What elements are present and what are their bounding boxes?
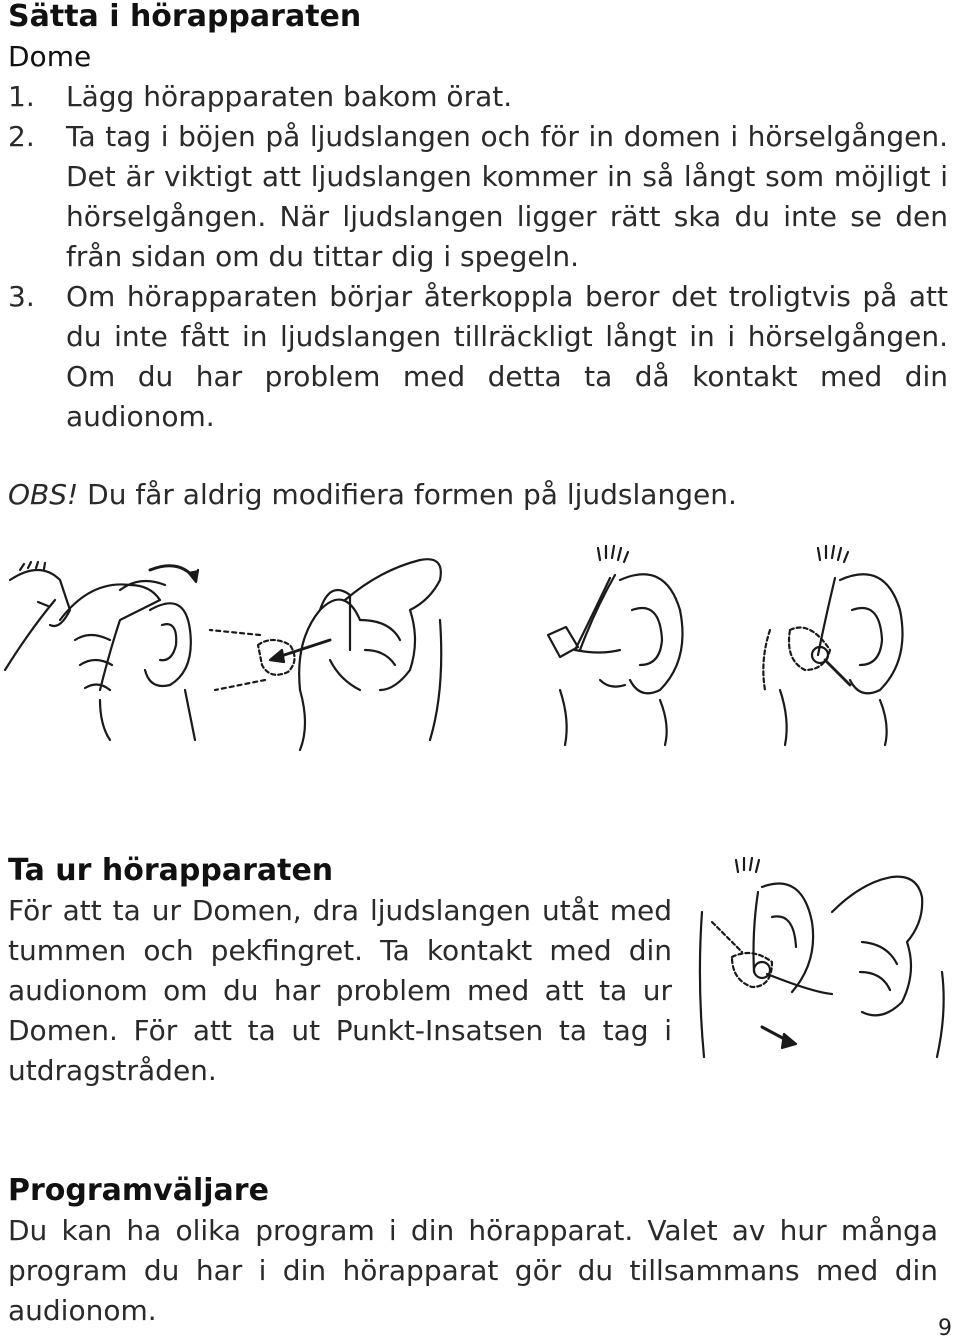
- insert-heading: Sätta i hörapparaten: [8, 0, 362, 34]
- arrow-icon: [188, 570, 198, 582]
- remove-section: [8, 851, 672, 1091]
- warning-text: Du får aldrig modifiera formen på ljudslangen.: [78, 478, 737, 511]
- warning-note: [8, 475, 948, 515]
- arrow-icon: [270, 650, 284, 662]
- dome-subheading: Dome: [8, 40, 92, 73]
- dome-icon: [548, 627, 578, 657]
- step-2: 2. Ta tag i böjen på ljudslangen och för in domen i hörselgången. Det är viktigt att ljudslangen kommer in så långt som möjligt i hörselgången. När ljudslangen ligger rätt ska du inte se den från sidan om du tittar dig i spegeln.: [8, 120, 948, 273]
- warning-label: OBS!: [8, 478, 79, 511]
- insert-section: [8, 0, 948, 515]
- illustration-remove-dome: [692, 852, 954, 1062]
- insertion-illustrations: [0, 540, 960, 760]
- illustration-dome-inserted: [763, 546, 902, 745]
- arrow-icon: [782, 1034, 796, 1048]
- illustration-ear-with-tube: [548, 546, 683, 745]
- program-selector-heading: Programväljare: [8, 1173, 269, 1208]
- remove-text: För att ta ur Domen, dra ljudslangen utåt med tummen och pekfingret. Ta kontakt med din audionom om du har problem med att ta ur Domen. För att ta ut Punkt-Insatsen ta tag i utdragstråden.: [8, 894, 672, 1087]
- page-number: 9: [938, 1316, 952, 1341]
- illustration-place-behind-ear: [5, 562, 198, 740]
- insert-steps: [8, 77, 948, 437]
- program-selector-text: Du kan ha olika program i din hörapparat. Valet av hur många program du har i din hörapparat gör du tillsammans med din audionom.: [8, 1214, 938, 1327]
- step-1: 1. Lägg hörapparaten bakom örat.: [8, 80, 513, 113]
- remove-heading: Ta ur hörapparaten: [8, 853, 334, 888]
- program-selector-section: [8, 1171, 938, 1331]
- illustration-insert-dome: [210, 559, 441, 750]
- step-3: 3. Om hörapparaten börjar återkoppla beror det troligtvis på att du inte fått in ljudslangen tillräckligt långt in i hörselgången. Om du har problem med detta ta då kontakt med din audionom.: [8, 280, 948, 433]
